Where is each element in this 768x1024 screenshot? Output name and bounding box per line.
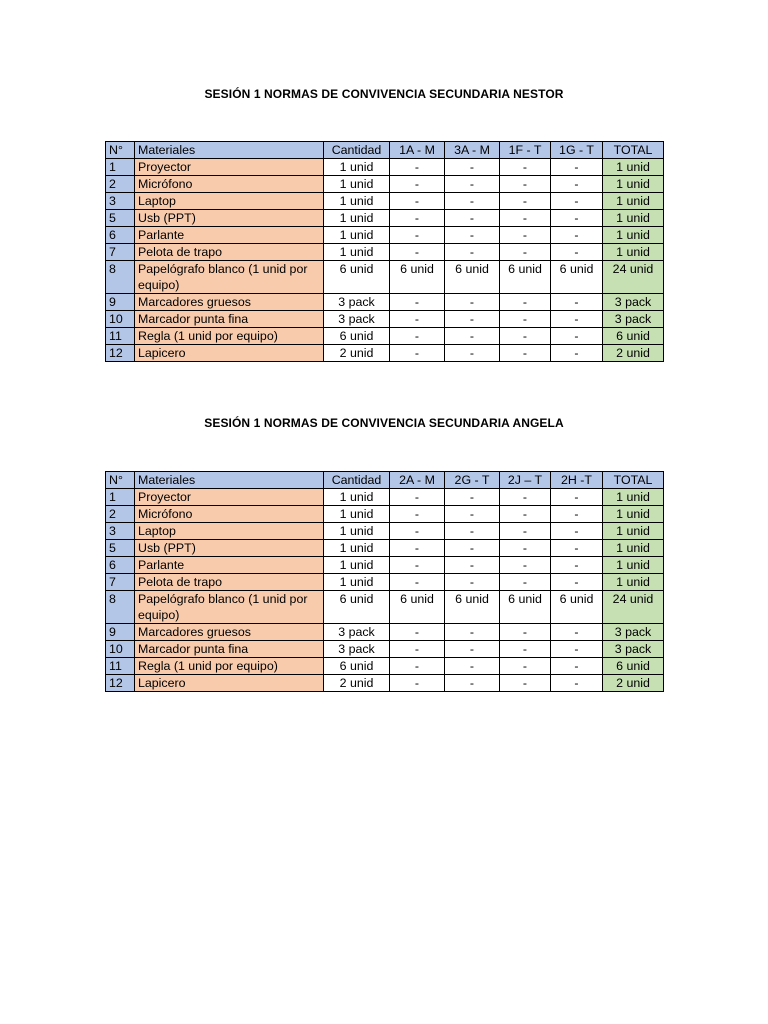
total-cell: 1 unid: [603, 244, 664, 261]
group-col-1-cell: 6 unid: [390, 261, 445, 294]
group-col-4-cell: -: [551, 675, 603, 692]
material-name-cell: Usb (PPT): [135, 210, 324, 227]
group-col-1-cell: -: [390, 328, 445, 345]
header-total: TOTAL: [603, 472, 664, 489]
group-col-2-cell: -: [445, 328, 500, 345]
table-row: [106, 641, 664, 658]
group-col-2-cell: -: [445, 159, 500, 176]
quantity-cell: 1 unid: [324, 244, 390, 261]
group-col-2-cell: -: [445, 244, 500, 261]
group-col-4-cell: -: [551, 227, 603, 244]
table-row: [106, 591, 664, 624]
group-col-3-cell: -: [500, 658, 551, 675]
header-group-col-1: 2A - M: [390, 472, 445, 489]
material-name-cell: Parlante: [135, 557, 324, 574]
group-col-2-cell: -: [445, 227, 500, 244]
table-row: [106, 311, 664, 328]
material-name-cell: Papelógrafo blanco (1 unid por equipo): [135, 591, 324, 624]
table-row: [106, 227, 664, 244]
total-cell: 1 unid: [603, 540, 664, 557]
header-quantity: Cantidad: [324, 472, 390, 489]
group-col-3-cell: -: [500, 176, 551, 193]
header-row-number: N°: [106, 142, 135, 159]
row-number-cell: 12: [106, 345, 135, 362]
row-number-cell: 3: [106, 193, 135, 210]
total-cell: 1 unid: [603, 523, 664, 540]
table-row: [106, 176, 664, 193]
group-col-2-cell: -: [445, 176, 500, 193]
total-cell: 24 unid: [603, 261, 664, 294]
material-name-cell: Marcadores gruesos: [135, 624, 324, 641]
header-material-name: Materiales: [135, 142, 324, 159]
header-material-name: Materiales: [135, 472, 324, 489]
header-group-col-2: 2G - T: [445, 472, 500, 489]
header-group-col-3: 2J – T: [500, 472, 551, 489]
group-col-4-cell: -: [551, 294, 603, 311]
row-number-cell: 2: [106, 506, 135, 523]
total-cell: 1 unid: [603, 193, 664, 210]
group-col-1-cell: -: [390, 193, 445, 210]
quantity-cell: 1 unid: [324, 193, 390, 210]
group-col-2-cell: -: [445, 523, 500, 540]
header-row-number: N°: [106, 472, 135, 489]
header-total: TOTAL: [603, 142, 664, 159]
group-col-1-cell: -: [390, 523, 445, 540]
total-cell: 3 pack: [603, 311, 664, 328]
group-col-2-cell: -: [445, 193, 500, 210]
row-number-cell: 11: [106, 328, 135, 345]
header-group-col-4: 1G - T: [551, 142, 603, 159]
table-row: [106, 675, 664, 692]
group-col-1-cell: -: [390, 624, 445, 641]
table-row: [106, 345, 664, 362]
group-col-4-cell: -: [551, 345, 603, 362]
group-col-1-cell: -: [390, 159, 445, 176]
material-name-cell: Usb (PPT): [135, 540, 324, 557]
table-row: [106, 261, 664, 294]
table-row: [106, 244, 664, 261]
material-name-cell: Micrófono: [135, 506, 324, 523]
group-col-2-cell: -: [445, 345, 500, 362]
table-row: [106, 506, 664, 523]
group-col-1-cell: -: [390, 489, 445, 506]
quantity-cell: 3 pack: [324, 294, 390, 311]
quantity-cell: 1 unid: [324, 540, 390, 557]
group-col-3-cell: -: [500, 557, 551, 574]
section-title-nestor: SESIÓN 1 NORMAS DE CONVIVENCIA SECUNDARIA NESTOR: [204, 87, 564, 101]
group-col-4-cell: -: [551, 624, 603, 641]
group-col-2-cell: -: [445, 675, 500, 692]
table-row: [106, 294, 664, 311]
group-col-2-cell: -: [445, 294, 500, 311]
table-row: [106, 489, 664, 506]
total-cell: 24 unid: [603, 591, 664, 624]
total-cell: 1 unid: [603, 489, 664, 506]
group-col-4-cell: 6 unid: [551, 591, 603, 624]
group-col-4-cell: -: [551, 557, 603, 574]
group-col-3-cell: 6 unid: [500, 591, 551, 624]
row-number-cell: 8: [106, 261, 135, 294]
group-col-2-cell: -: [445, 658, 500, 675]
group-col-1-cell: -: [390, 294, 445, 311]
material-name-cell: Regla (1 unid por equipo): [135, 658, 324, 675]
header-group-col-1: 1A - M: [390, 142, 445, 159]
group-col-1-cell: -: [390, 176, 445, 193]
group-col-2-cell: -: [445, 641, 500, 658]
header-group-col-3: 1F - T: [500, 142, 551, 159]
group-col-4-cell: -: [551, 540, 603, 557]
group-col-1-cell: -: [390, 641, 445, 658]
group-col-3-cell: -: [500, 675, 551, 692]
group-col-2-cell: -: [445, 506, 500, 523]
table-header-row: [106, 142, 664, 159]
group-col-3-cell: -: [500, 574, 551, 591]
material-name-cell: Lapicero: [135, 675, 324, 692]
group-col-3-cell: -: [500, 345, 551, 362]
group-col-1-cell: -: [390, 540, 445, 557]
table-row: [106, 540, 664, 557]
group-col-4-cell: -: [551, 176, 603, 193]
material-name-cell: Marcador punta fina: [135, 641, 324, 658]
total-cell: 2 unid: [603, 675, 664, 692]
group-col-2-cell: -: [445, 624, 500, 641]
total-cell: 1 unid: [603, 176, 664, 193]
header-group-col-4: 2H -T: [551, 472, 603, 489]
total-cell: 1 unid: [603, 227, 664, 244]
quantity-cell: 6 unid: [324, 328, 390, 345]
quantity-cell: 3 pack: [324, 624, 390, 641]
total-cell: 1 unid: [603, 506, 664, 523]
group-col-2-cell: -: [445, 574, 500, 591]
row-number-cell: 10: [106, 311, 135, 328]
row-number-cell: 11: [106, 658, 135, 675]
group-col-4-cell: -: [551, 641, 603, 658]
table-row: [106, 658, 664, 675]
total-cell: 6 unid: [603, 328, 664, 345]
group-col-3-cell: -: [500, 159, 551, 176]
group-col-3-cell: -: [500, 641, 551, 658]
group-col-2-cell: -: [445, 489, 500, 506]
group-col-4-cell: -: [551, 311, 603, 328]
group-col-1-cell: -: [390, 311, 445, 328]
total-cell: 3 pack: [603, 641, 664, 658]
materials-table-angela: [105, 471, 664, 692]
group-col-3-cell: -: [500, 506, 551, 523]
total-cell: 2 unid: [603, 345, 664, 362]
group-col-4-cell: -: [551, 328, 603, 345]
material-name-cell: Marcadores gruesos: [135, 294, 324, 311]
table-row: [106, 523, 664, 540]
materials-table-nestor: [105, 141, 664, 362]
section-title-angela: SESIÓN 1 NORMAS DE CONVIVENCIA SECUNDARIA ANGELA: [204, 416, 564, 430]
material-name-cell: Laptop: [135, 523, 324, 540]
group-col-4-cell: 6 unid: [551, 261, 603, 294]
group-col-1-cell: -: [390, 574, 445, 591]
quantity-cell: 6 unid: [324, 658, 390, 675]
material-name-cell: Regla (1 unid por equipo): [135, 328, 324, 345]
group-col-3-cell: -: [500, 624, 551, 641]
total-cell: 3 pack: [603, 294, 664, 311]
group-col-3-cell: -: [500, 311, 551, 328]
total-cell: 6 unid: [603, 658, 664, 675]
quantity-cell: 3 pack: [324, 641, 390, 658]
quantity-cell: 1 unid: [324, 159, 390, 176]
group-col-3-cell: -: [500, 523, 551, 540]
group-col-3-cell: -: [500, 210, 551, 227]
total-cell: 1 unid: [603, 210, 664, 227]
group-col-1-cell: -: [390, 675, 445, 692]
group-col-3-cell: -: [500, 540, 551, 557]
quantity-cell: 1 unid: [324, 506, 390, 523]
group-col-1-cell: -: [390, 557, 445, 574]
table-row: [106, 328, 664, 345]
quantity-cell: 6 unid: [324, 261, 390, 294]
row-number-cell: 9: [106, 624, 135, 641]
material-name-cell: Proyector: [135, 159, 324, 176]
row-number-cell: 12: [106, 675, 135, 692]
total-cell: 1 unid: [603, 557, 664, 574]
table-row: [106, 210, 664, 227]
group-col-3-cell: -: [500, 227, 551, 244]
group-col-2-cell: -: [445, 540, 500, 557]
quantity-cell: 1 unid: [324, 210, 390, 227]
row-number-cell: 8: [106, 591, 135, 624]
group-col-3-cell: -: [500, 193, 551, 210]
table-row: [106, 193, 664, 210]
material-name-cell: Proyector: [135, 489, 324, 506]
group-col-1-cell: -: [390, 345, 445, 362]
group-col-3-cell: -: [500, 244, 551, 261]
quantity-cell: 6 unid: [324, 591, 390, 624]
row-number-cell: 5: [106, 210, 135, 227]
group-col-4-cell: -: [551, 193, 603, 210]
group-col-1-cell: -: [390, 658, 445, 675]
material-name-cell: Lapicero: [135, 345, 324, 362]
total-cell: 1 unid: [603, 574, 664, 591]
quantity-cell: 1 unid: [324, 574, 390, 591]
group-col-4-cell: -: [551, 574, 603, 591]
group-col-4-cell: -: [551, 210, 603, 227]
row-number-cell: 7: [106, 574, 135, 591]
group-col-1-cell: -: [390, 210, 445, 227]
group-col-4-cell: -: [551, 159, 603, 176]
group-col-2-cell: 6 unid: [445, 591, 500, 624]
material-name-cell: Pelota de trapo: [135, 574, 324, 591]
row-number-cell: 7: [106, 244, 135, 261]
total-cell: 3 pack: [603, 624, 664, 641]
group-col-2-cell: -: [445, 311, 500, 328]
group-col-3-cell: -: [500, 328, 551, 345]
table-row: [106, 574, 664, 591]
group-col-3-cell: -: [500, 489, 551, 506]
quantity-cell: 1 unid: [324, 523, 390, 540]
table-header-row: [106, 472, 664, 489]
material-name-cell: Papelógrafo blanco (1 unid por equipo): [135, 261, 324, 294]
group-col-4-cell: -: [551, 244, 603, 261]
material-name-cell: Micrófono: [135, 176, 324, 193]
row-number-cell: 6: [106, 557, 135, 574]
table-row: [106, 159, 664, 176]
table-row: [106, 624, 664, 641]
material-name-cell: Marcador punta fina: [135, 311, 324, 328]
row-number-cell: 9: [106, 294, 135, 311]
group-col-3-cell: -: [500, 294, 551, 311]
quantity-cell: 2 unid: [324, 675, 390, 692]
group-col-4-cell: -: [551, 506, 603, 523]
table-row: [106, 557, 664, 574]
header-quantity: Cantidad: [324, 142, 390, 159]
row-number-cell: 1: [106, 489, 135, 506]
row-number-cell: 2: [106, 176, 135, 193]
total-cell: 1 unid: [603, 159, 664, 176]
material-name-cell: Laptop: [135, 193, 324, 210]
row-number-cell: 6: [106, 227, 135, 244]
row-number-cell: 3: [106, 523, 135, 540]
row-number-cell: 10: [106, 641, 135, 658]
group-col-1-cell: 6 unid: [390, 591, 445, 624]
quantity-cell: 2 unid: [324, 345, 390, 362]
quantity-cell: 1 unid: [324, 557, 390, 574]
group-col-2-cell: -: [445, 210, 500, 227]
material-name-cell: Parlante: [135, 227, 324, 244]
group-col-4-cell: -: [551, 489, 603, 506]
group-col-4-cell: -: [551, 523, 603, 540]
row-number-cell: 5: [106, 540, 135, 557]
group-col-1-cell: -: [390, 227, 445, 244]
group-col-1-cell: -: [390, 506, 445, 523]
group-col-2-cell: -: [445, 557, 500, 574]
group-col-4-cell: -: [551, 658, 603, 675]
header-group-col-2: 3A - M: [445, 142, 500, 159]
group-col-3-cell: 6 unid: [500, 261, 551, 294]
quantity-cell: 1 unid: [324, 489, 390, 506]
quantity-cell: 1 unid: [324, 227, 390, 244]
row-number-cell: 1: [106, 159, 135, 176]
group-col-2-cell: 6 unid: [445, 261, 500, 294]
quantity-cell: 1 unid: [324, 176, 390, 193]
group-col-1-cell: -: [390, 244, 445, 261]
material-name-cell: Pelota de trapo: [135, 244, 324, 261]
quantity-cell: 3 pack: [324, 311, 390, 328]
